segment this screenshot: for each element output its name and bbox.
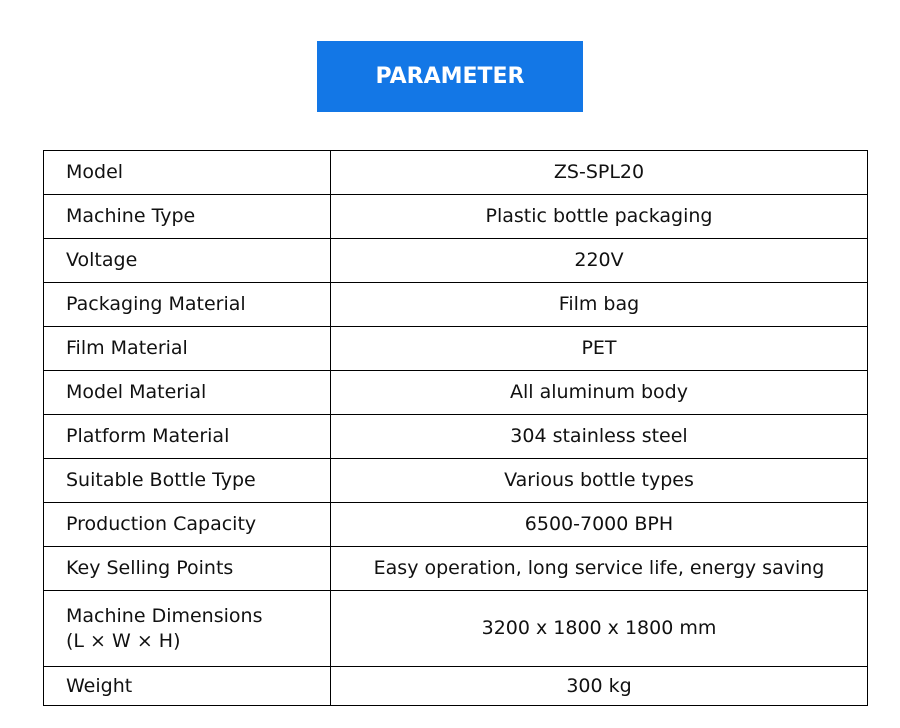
- param-value: Plastic bottle packaging: [331, 195, 868, 239]
- param-value: Easy operation, long service life, energy saving: [331, 547, 868, 591]
- param-label: Film Material: [44, 327, 331, 371]
- table-row: [44, 239, 868, 283]
- table-row: [44, 327, 868, 371]
- param-label: Voltage: [44, 239, 331, 283]
- table-row: [44, 195, 868, 239]
- param-value: 3200 x 1800 x 1800 mm: [331, 591, 868, 667]
- param-value: Film bag: [331, 283, 868, 327]
- table-row: [44, 667, 868, 706]
- param-label: Model Material: [44, 371, 331, 415]
- table-row: [44, 415, 868, 459]
- param-label: [44, 591, 331, 667]
- param-label: Key Selling Points: [44, 547, 331, 591]
- param-value: All aluminum body: [331, 371, 868, 415]
- param-label: Weight: [44, 667, 331, 706]
- param-value: 6500-7000 BPH: [331, 503, 868, 547]
- param-label: Platform Material: [44, 415, 331, 459]
- param-value: 304 stainless steel: [331, 415, 868, 459]
- param-value: 220V: [331, 239, 868, 283]
- title-banner: [317, 41, 583, 112]
- param-label: Machine Type: [44, 195, 331, 239]
- param-value: PET: [331, 327, 868, 371]
- table-row: [44, 371, 868, 415]
- param-label-line2: (L × W × H): [66, 629, 181, 652]
- param-label: Suitable Bottle Type: [44, 459, 331, 503]
- table-row: [44, 283, 868, 327]
- param-label: Model: [44, 151, 331, 195]
- param-label-line1: Machine Dimensions: [66, 604, 263, 627]
- param-value: 300 kg: [331, 667, 868, 706]
- table-row: [44, 151, 868, 195]
- table-row: [44, 547, 868, 591]
- parameter-table: [43, 150, 868, 706]
- param-label: Packaging Material: [44, 283, 331, 327]
- page-title: PARAMETER: [375, 64, 525, 89]
- param-value: ZS-SPL20: [331, 151, 868, 195]
- table-row: [44, 459, 868, 503]
- table-row: [44, 591, 868, 667]
- table-row: [44, 503, 868, 547]
- param-label: Production Capacity: [44, 503, 331, 547]
- param-value: Various bottle types: [331, 459, 868, 503]
